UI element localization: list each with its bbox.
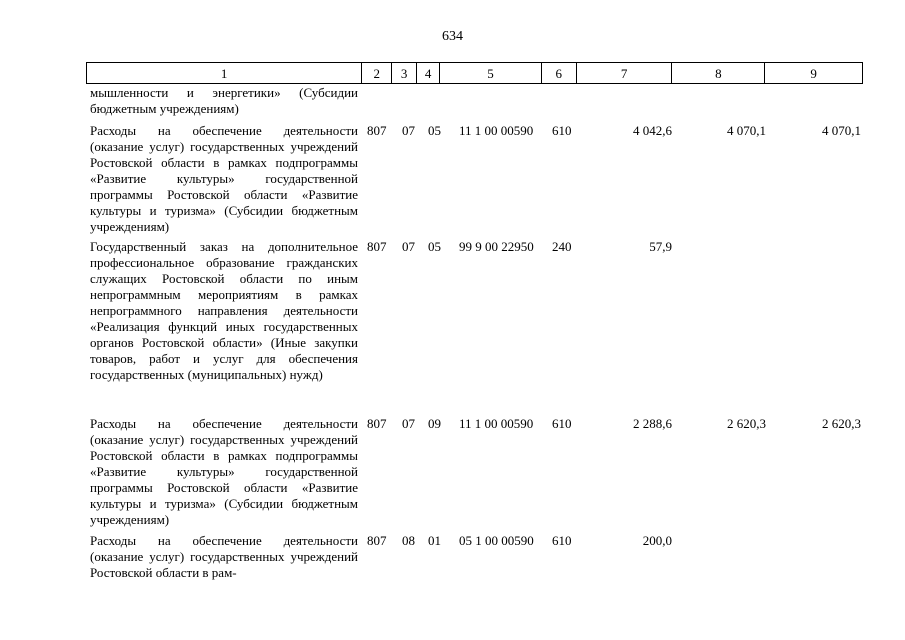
column-header: 9	[764, 63, 862, 83]
row-description: Расходы на обеспечение деятельности (оказание услуг) государственных учреждений Ростовской области в рамках подпрограммы «Развитие культуры» государственной программы Ростовской области «Развитие культуры и туризма» (Субсидии бюджетным учреждениям)	[90, 416, 358, 527]
cell-section: 07	[402, 416, 415, 431]
cell-expense-type: 610	[552, 123, 572, 138]
cell-expense-type: 240	[552, 239, 572, 254]
cell-subsection: 01	[428, 533, 441, 548]
cell-ministry: 807	[367, 239, 387, 254]
cell-ministry: 807	[367, 123, 387, 138]
cell-subsection: 05	[428, 123, 441, 138]
row-description: Расходы на обеспечение деятельности (оказание услуг) государственных учреждений Ростовской области в рам-	[90, 533, 358, 580]
column-header: 1	[220, 66, 228, 81]
column-header: 2	[361, 63, 391, 83]
column-header: 3	[391, 63, 416, 83]
cell-expense-type: 610	[552, 416, 572, 431]
row-description: мышленности и энергетики» (Субсидии бюджетным учреждениям)	[90, 85, 358, 116]
column-header: 8	[671, 63, 764, 83]
cell-amount-1: 57,9	[649, 239, 672, 254]
cell-target-article: 11 1 00 00590	[459, 123, 534, 138]
column-header: 5	[439, 63, 541, 83]
cell-amount-2: 4 070,1	[727, 123, 766, 138]
cell-amount-1: 2 288,6	[633, 416, 672, 431]
cell-amount-1: 200,0	[642, 533, 672, 548]
cell-amount-3: 4 070,1	[822, 123, 861, 138]
cell-amount-2: 2 620,3	[727, 416, 766, 431]
cell-section: 08	[402, 533, 415, 548]
cell-target-article: 05 1 00 00590	[459, 533, 534, 548]
cell-subsection: 05	[428, 239, 441, 254]
cell-target-article: 99 9 00 22950	[459, 239, 534, 254]
column-header: 6	[541, 63, 576, 83]
cell-section: 07	[402, 239, 415, 254]
cell-section: 07	[402, 123, 415, 138]
cell-subsection: 09	[428, 416, 441, 431]
page-number: 634	[442, 29, 463, 44]
column-header: 4	[416, 63, 439, 83]
table-header	[86, 62, 863, 84]
column-header: 7	[576, 63, 672, 83]
row-description: Государственный заказ на дополнительное профессиональное образование гражданских служащих Ростовской области по иным непрограммным мероприятиям в рамках непрограммного направления деятельности «Реализация функций иных государственных органов Ростовской области» (Иные закупки товаров, работ и услуг для обеспечения государственных (муниципальных) нужд)	[90, 239, 358, 382]
cell-ministry: 807	[367, 416, 387, 431]
cell-amount-1: 4 042,6	[633, 123, 672, 138]
cell-amount-3: 2 620,3	[822, 416, 861, 431]
cell-target-article: 11 1 00 00590	[459, 416, 534, 431]
cell-expense-type: 610	[552, 533, 572, 548]
row-description: Расходы на обеспечение деятельности (оказание услуг) государственных учреждений Ростовской области в рамках подпрограммы «Развитие культуры» государственной программы Ростовской области «Развитие культуры и туризма» (Субсидии бюджетным учреждениям)	[90, 123, 358, 234]
cell-ministry: 807	[367, 533, 387, 548]
